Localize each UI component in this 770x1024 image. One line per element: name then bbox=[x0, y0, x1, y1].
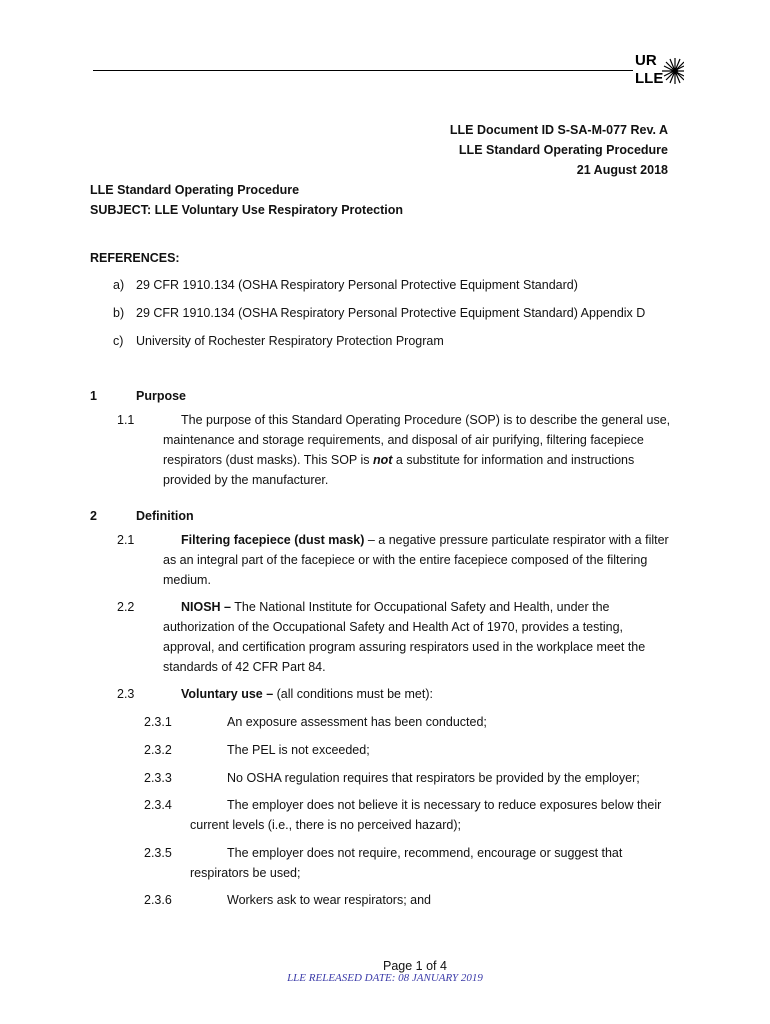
condition-number: 2.3.5 bbox=[144, 846, 172, 860]
definition-term: NIOSH – bbox=[181, 600, 232, 614]
section-number: 2 bbox=[90, 509, 97, 523]
reference-text: 29 CFR 1910.134 (OSHA Respiratory Personal Protective Equipment Standard) Appendix D bbox=[136, 306, 646, 320]
header-rule bbox=[93, 70, 633, 71]
condition-line: Workers ask to wear respirators; and bbox=[227, 893, 432, 907]
definition-line: medium. bbox=[163, 573, 211, 587]
emphasis-not: not bbox=[373, 453, 393, 467]
paragraph-text: respirators (dust masks). This SOP is bbox=[163, 453, 374, 467]
condition-line: respirators be used; bbox=[190, 866, 301, 880]
definition-line: as an integral part of the facepiece or with the entire facepiece composed of the filtering bbox=[163, 553, 648, 567]
paragraph-line bbox=[163, 450, 634, 470]
reference-label: a) bbox=[113, 278, 125, 292]
doc-id: LLE Document ID S-SA-M-077 Rev. A bbox=[449, 123, 668, 137]
condition-number: 2.3.4 bbox=[144, 798, 172, 812]
paragraph-line: maintenance and storage requirements, and disposal of air purifying, filtering facepiece bbox=[163, 433, 644, 447]
paragraph-number: 1.1 bbox=[117, 413, 135, 427]
definition-line: standards of 42 CFR Part 84. bbox=[163, 660, 326, 674]
condition-line: The employer does not believe it is necessary to reduce exposures below their bbox=[227, 798, 662, 812]
definition-line bbox=[181, 597, 610, 617]
condition-number: 2.3.6 bbox=[144, 893, 172, 907]
definition-text: – a negative pressure particulate respirator with a filter bbox=[364, 533, 669, 547]
paragraph-line: The purpose of this Standard Operating Procedure (SOP) is to describe the general use, bbox=[181, 413, 671, 427]
intro-title: LLE Standard Operating Procedure bbox=[90, 183, 300, 197]
paragraph-number: 2.1 bbox=[117, 533, 135, 547]
condition-number: 2.3.2 bbox=[144, 743, 172, 757]
condition-number: 2.3.1 bbox=[144, 715, 172, 729]
paragraph-number: 2.3 bbox=[117, 687, 135, 701]
reference-text: University of Rochester Respiratory Protection Program bbox=[136, 334, 444, 348]
definition-line: approval, and certification program assuring respirators used in the workplace meet the bbox=[163, 640, 646, 654]
condition-line: The PEL is not exceeded; bbox=[227, 743, 370, 757]
svg-text:UR: UR bbox=[635, 52, 657, 69]
definition-term: Filtering facepiece (dust mask) bbox=[181, 533, 365, 547]
paragraph-number: 2.2 bbox=[117, 600, 135, 614]
reference-label: b) bbox=[113, 306, 125, 320]
paragraph-text: a substitute for information and instructions bbox=[392, 453, 635, 467]
reference-label: c) bbox=[113, 334, 124, 348]
page-number: Page 1 of 4 bbox=[383, 959, 447, 973]
definition-term: Voluntary use – bbox=[181, 687, 274, 701]
intro-subject: SUBJECT: LLE Voluntary Use Respiratory Protection bbox=[90, 203, 404, 217]
release-date: LLE RELEASED DATE: 08 JANUARY 2019 bbox=[287, 972, 483, 984]
condition-line: The employer does not require, recommend, encourage or suggest that bbox=[227, 846, 623, 860]
definition-line bbox=[181, 530, 669, 550]
definition-text: (all conditions must be met): bbox=[273, 687, 433, 701]
section-number: 1 bbox=[90, 389, 97, 403]
svg-text:LLE: LLE bbox=[635, 70, 664, 87]
doc-date: 21 August 2018 bbox=[576, 163, 668, 177]
reference-text: 29 CFR 1910.134 (OSHA Respiratory Personal Protective Equipment Standard) bbox=[136, 278, 578, 292]
ur-lle-logo bbox=[634, 50, 684, 88]
doc-type: LLE Standard Operating Procedure bbox=[458, 143, 668, 157]
condition-line: An exposure assessment has been conducted; bbox=[227, 715, 487, 729]
definition-line: authorization of the Occupational Safety and Health Act of 1970, provides a testing, bbox=[163, 620, 624, 634]
section-title: Definition bbox=[136, 509, 194, 523]
paragraph-line: provided by the manufacturer. bbox=[163, 473, 329, 487]
definition-text: The National Institute for Occupational Safety and Health, under the bbox=[231, 600, 610, 614]
definition-line bbox=[181, 684, 433, 704]
references-heading: REFERENCES: bbox=[90, 251, 180, 265]
condition-line: No OSHA regulation requires that respirators be provided by the employer; bbox=[227, 771, 640, 785]
condition-line: current levels (i.e., there is no perceived hazard); bbox=[190, 818, 461, 832]
section-title: Purpose bbox=[136, 389, 187, 403]
condition-number: 2.3.3 bbox=[144, 771, 172, 785]
